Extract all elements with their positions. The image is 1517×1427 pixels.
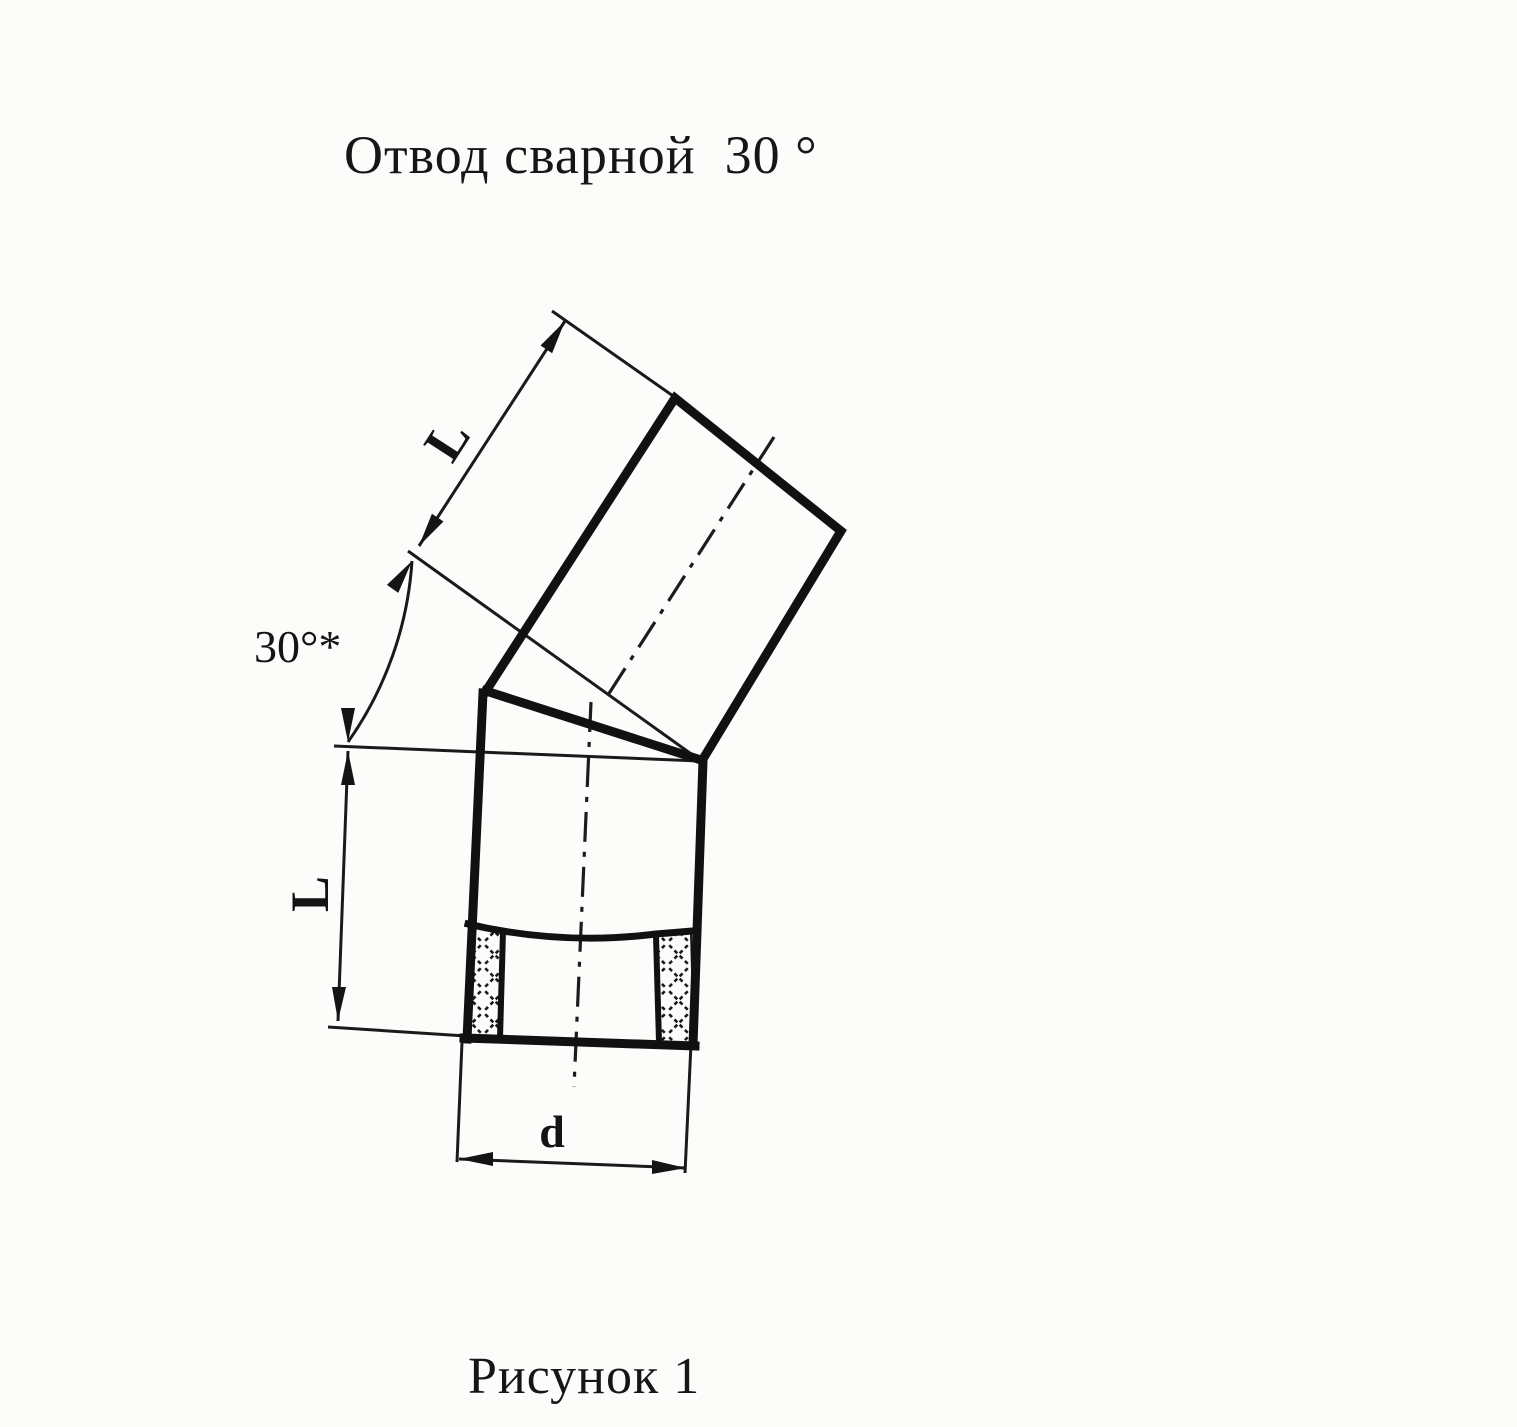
arrow-L-upper-top	[541, 321, 566, 353]
angle-arc	[348, 561, 412, 742]
lower-pipe-right-wall	[693, 761, 703, 1045]
bore-inner-line-left	[500, 931, 503, 1038]
figure-caption: Рисунок 1	[468, 1348, 701, 1405]
reference-line-horizontal	[334, 746, 699, 761]
extension-line-top	[552, 311, 676, 398]
angle-label: 30°*	[254, 621, 342, 672]
arrow-L-upper-bottom	[419, 514, 444, 546]
miter-weld-joint	[486, 691, 701, 760]
centerline-upper-segment	[608, 437, 774, 695]
bore-inner-line-right	[656, 936, 659, 1042]
arrow-d-left	[459, 1152, 493, 1166]
pipe-outline	[464, 398, 841, 1046]
drawing-title: Отвод сварной 30 °	[344, 125, 818, 185]
extension-line-d-left	[457, 1042, 462, 1162]
arrow-L-lower-top	[341, 751, 355, 785]
arrow-d-right	[652, 1160, 686, 1174]
centerline-lower-segment	[574, 702, 591, 1087]
arrow-L-lower-bottom	[332, 987, 346, 1021]
diameter-label: d	[539, 1106, 565, 1157]
dimension-line-d	[459, 1159, 686, 1168]
hatch-right-wall-section	[656, 933, 694, 1043]
length-label-upper: L	[412, 408, 482, 472]
length-label-lower: L	[280, 875, 340, 913]
extension-line-d-right	[685, 1044, 691, 1173]
extension-line-bottom-left	[328, 1027, 466, 1036]
